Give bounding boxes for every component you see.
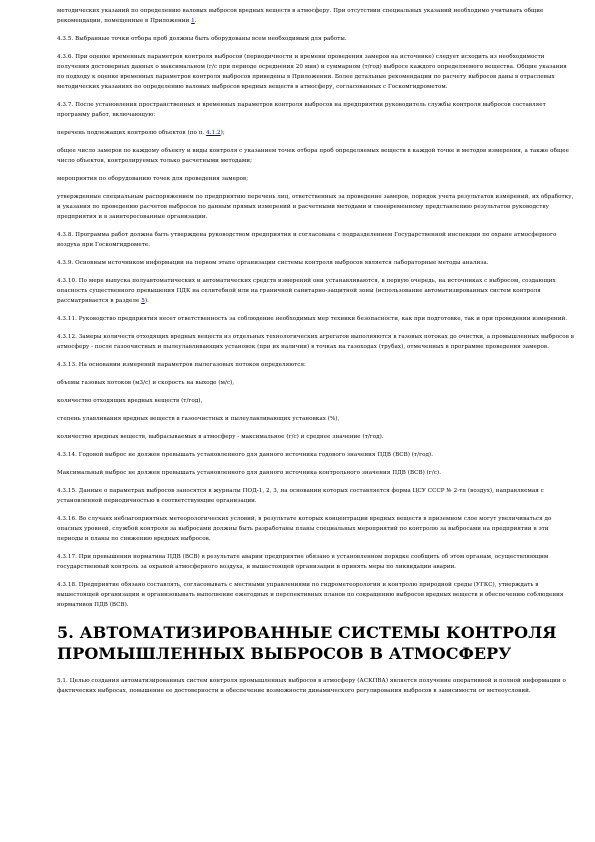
- paragraph-text: 4.3.6. При оценке временных параметров контроля выбросов (периодичности и времени проведения замеров на источнике) следует исходить из необходимости получения достоверных данных о максимальном (г/с при периоде осреднения 20 мин) и суммарном (т/год) выбросе каждого определяемого вещества. Общие указания по подходу к оценке временных параметров контроля выбросов приведены в Приложении. Более детальные рекомендации по расчету выбросов даны в отраслевых методических указаниях по определению валовых выбросов вредных веществ в атмосферу, согласованных с Госкомгидрометом.: [57, 54, 567, 90]
- section-heading: 5. АВТОМАТИЗИРОВАННЫЕ СИСТЕМЫ КОНТРОЛЯ ПРОМЫШЛЕННЫХ ВЫБРОСОВ В АТМОСФЕРУ: [57, 623, 557, 663]
- paragraph-text: количество вредных веществ, выбрасываемых в атмосферу - максимальное (г/с) и среднее значение (т/год).: [57, 434, 384, 440]
- paragraph-text: ).: [144, 298, 149, 304]
- reference-link[interactable]: 4.1.2: [206, 130, 221, 136]
- paragraph: [57, 450, 575, 460]
- paragraph: [57, 52, 575, 92]
- reference-link[interactable]: 5: [141, 298, 145, 304]
- paragraph-text: мероприятия по оборудованию точек для проведения замеров;: [57, 176, 249, 182]
- paragraph: [57, 146, 575, 166]
- paragraph-text: 4.3.8. Программа работ должна быть утверждена руководством предприятия и согласована с подразделением Государственной инспекции по охране атмосферного воздуха при Госкомгидромете.: [57, 232, 557, 248]
- paragraph-text: 4.3.17. При превышении норматива ПДВ (ВСВ) в результате аварии предприятие обязано в установленном порядке сообщить об этом органам, осуществляющим государственный контроль за охраной атмосферного воздуха, и вышестоящей организации и принять меры по ликвидации аварии.: [57, 554, 549, 570]
- section-first-paragraph: 5.1. Целью создания автоматизированных систем контроля промышленных выбросов в атмосферу (АСКПВА) является получение оперативной и полной информации о фактических выбросах, повышение ее достоверности и обеспечение возможности динамического регулирования выбросов в зависимости от метеоусловий.: [57, 678, 566, 694]
- paragraph: [57, 486, 575, 506]
- paragraph-text: утвержденные специальным распоряжением по предприятию перечень лиц, ответственных за проведение замеров, порядок учета результатов измерений, их обработку, и указания по проведению расчетов выбросов по данным прямых измерений и расчетными методами и своевременному представлению результатов руководству предприятия и в заинтересованные организации.: [57, 194, 574, 220]
- paragraph-text: объемы газовых потоков (м3/с) и скорость на выходе (м/с),: [57, 380, 235, 386]
- paragraph-text: 4.3.5. Выбранные точки отбора проб должны быть оборудованы всем необходимым для работы.: [57, 36, 347, 42]
- paragraph-text: 4.3.9. Основным источником информации на первом этапе организации системы контроля выбросов является лабораторные методы анализа.: [57, 260, 489, 266]
- paragraph: [57, 396, 575, 406]
- paragraph: [57, 378, 575, 388]
- paragraph-text: 4.3.18. Предприятие обязано составлять, согласовывать с местными управлениями по гидрометеорологии и контролю природной среды (УГКС), утверждать в вышестоящей организации и организовывать выполнение ежегодных и перспективных планов по сокращению выбросов вредных веществ и обеспечению соблюдения нормативов ПДВ (ВСВ).: [57, 582, 564, 608]
- paragraph-text: 4.3.15. Данные о параметрах выбросов заносятся в журналы ПОД-1, 2, 3, на основании которых составляется форма ЦСУ СССР № 2-тп (воздух), направляемая с установленной периодичностью в соответствующие организации.: [57, 488, 544, 504]
- paragraph-text: количество отходящих вредных веществ (т/год),: [57, 398, 203, 404]
- paragraph: [57, 6, 575, 26]
- paragraph-text: );: [220, 130, 225, 136]
- paragraph-list: [57, 6, 575, 610]
- paragraph: [57, 174, 575, 184]
- paragraph: [57, 468, 575, 478]
- paragraph: [57, 258, 575, 268]
- paragraph: [57, 230, 575, 250]
- paragraph: [57, 552, 575, 572]
- paragraph: [57, 192, 575, 222]
- paragraph-text: 4.3.7. После установления пространственных и временных параметров контроля выбросов на предприятии руководитель службы контроля выбросов составляет программу работ, включающую:: [57, 102, 546, 118]
- paragraph-text: 4.3.11. Руководство предприятия несет ответственность за соблюдение необходимых мер техники безопасности, как при подготовке, так и при проведении измерений.: [57, 316, 568, 322]
- paragraph-text: степень улавливания вредных веществ в газоочистных и пылеулавливающих установках (%),: [57, 416, 340, 422]
- paragraph-text: 4.3.14. Годовой выброс не должен превышать установленного для данного источника годового значения ПДВ (ВСВ) (т/год).: [57, 452, 434, 458]
- paragraph: [57, 414, 575, 424]
- paragraph: [57, 432, 575, 442]
- paragraph-text: Максимальный выброс не должен превышать установленного для данного источника контрольного значения ПДВ (ВСВ) (г/с).: [57, 470, 442, 476]
- paragraph: [57, 100, 575, 120]
- paragraph-text: 4.3.10. По мере выпуска полуавтоматических и автоматических средств измерений они устанавливаются, в первую очередь, на источниках с выбросом, создающих опасность существенного превышения ПДК на селитебной или на граничной санитарно-защитной зоны (использование автоматизированных систем контроля рассматривается в разделе: [57, 278, 556, 304]
- paragraph: [57, 34, 575, 44]
- paragraph: [57, 580, 575, 610]
- reference-link[interactable]: 1: [191, 18, 195, 24]
- paragraph: [57, 128, 575, 138]
- paragraph: [57, 332, 575, 352]
- paragraph-text: перечень подлежащих контролю объектов (по п.: [57, 130, 207, 136]
- paragraph-text: методических указаний по определению валовых выбросов вредных веществ в атмосферу. При отсутствии специальных указаний необходимо учитывать общие рекомендации, помещенные в Приложении: [57, 8, 544, 24]
- paragraph: [57, 514, 575, 544]
- paragraph-text: общее число замеров по каждому объекту и виды контроля с указанием точек отбора проб определяемых веществ в каждой точке и методов измерения, а также общее число объектов, контролируемых только расчетными методами;: [57, 148, 569, 164]
- paragraph: [57, 314, 575, 324]
- paragraph-text: .: [194, 18, 197, 24]
- paragraph-text: 4.3.16. Во случаях неблагоприятных метеорологических условий, в результате которых концентрации вредных веществ в приземном слое могут увеличиваться до опасных уровней, службой контроля за выбросами должны быть разработаны планы специальных мероприятий по контролю за выбросами на предприятии в эти периоды и планы по снижению вредных выбросов.: [57, 516, 552, 542]
- paragraph: [57, 276, 575, 306]
- paragraph-text: 4.3.12. Замеры количеств отходящих вредных веществ из отдельных технологических агрегатов выполняются в газовых потоках до очистки, а промышленных выбросов в атмосферу - после газоочистных и пылеулавливающих установок (при их наличии) в точках на газоходах (трубах), отмеченных в программе проведения замеров.: [57, 334, 574, 350]
- paragraph-text: 4.3.13. На основании измерений параметров пылегазовых потоков определяются:: [57, 362, 306, 368]
- paragraph: [57, 360, 575, 370]
